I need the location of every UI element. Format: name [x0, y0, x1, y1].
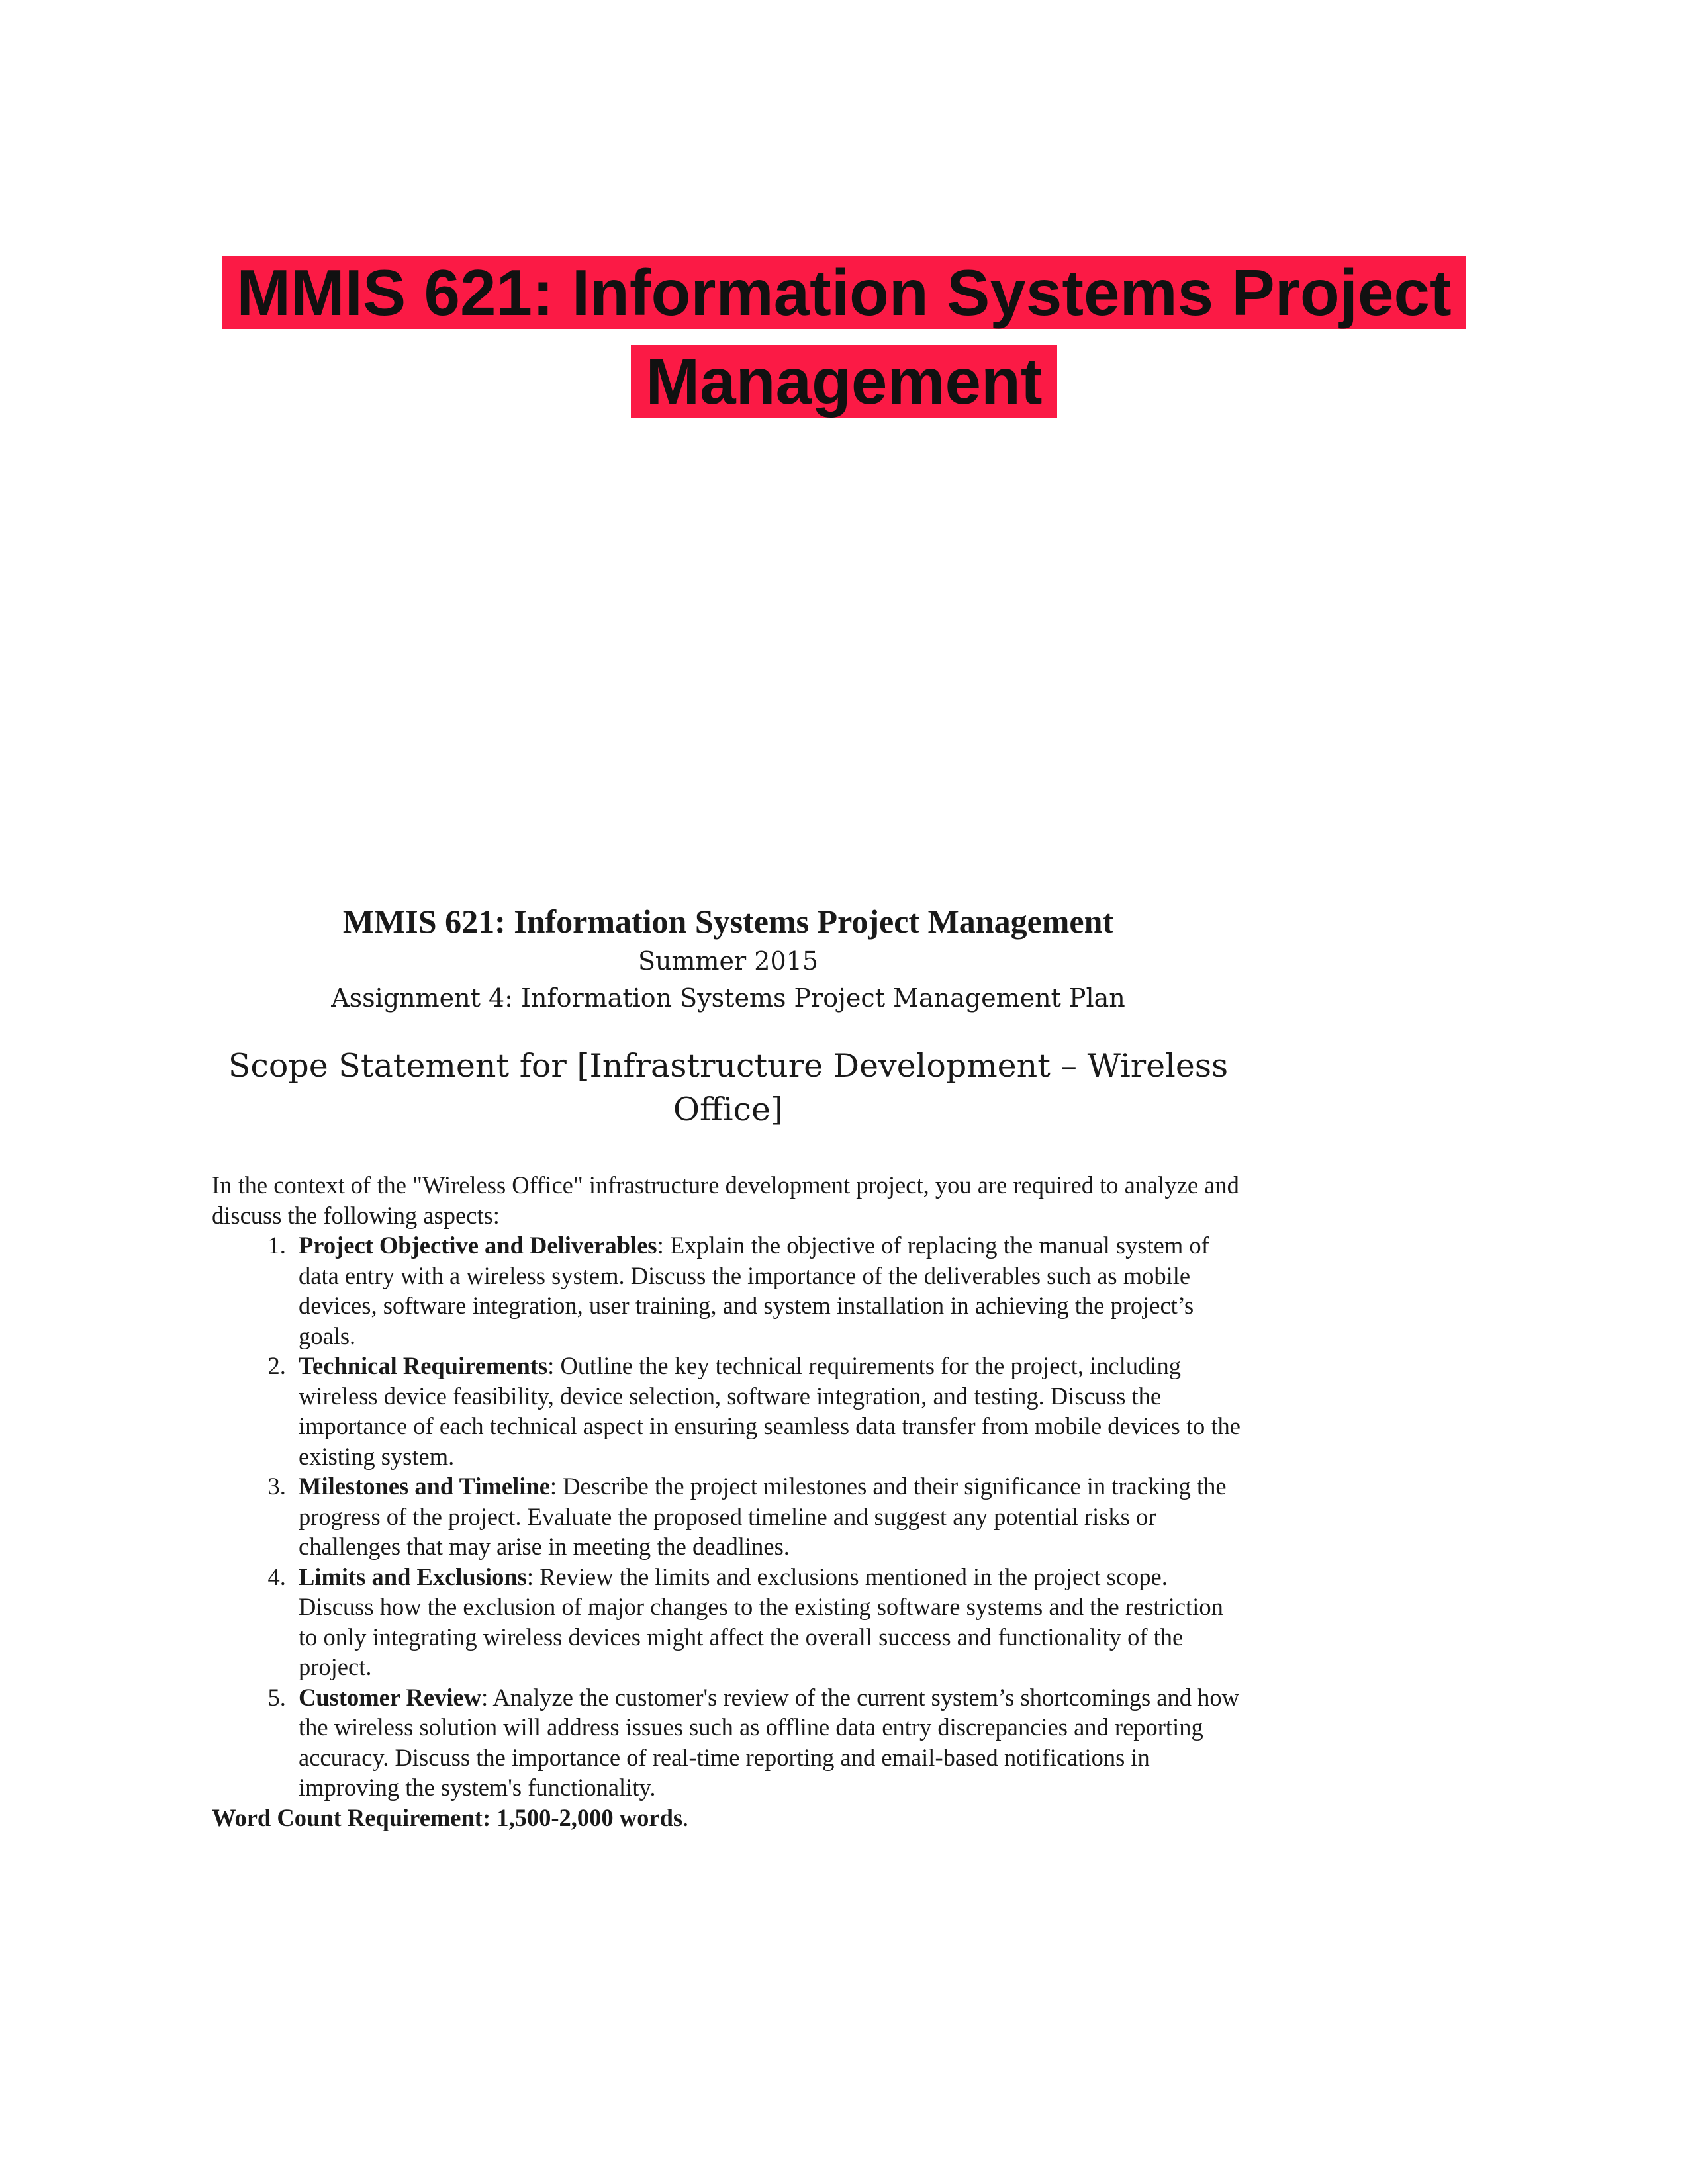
item-text: : Explain the objective of replacing the manual system of data entry with a wireless system. Discuss the importance of the deliverables such as mobile devices, software integration, user training, and system installation in achieving the project’s goals. [299, 1232, 1209, 1349]
word-count-period: . [682, 1803, 689, 1831]
list-item [292, 1351, 1244, 1471]
scope-heading [212, 1044, 1244, 1132]
item-text: : Analyze the customer's review of the current system’s shortcomings and how the wireless solution will address issues such as offline data entry discrepancies and reporting accuracy. Discuss the importance of real-time reporting and email-based notifications in improving the system's functionality. [299, 1683, 1239, 1801]
item-text: : Outline the key technical requirements for the project, including wireless device feasibility, device selection, software integration, and testing. Discuss the importance of each technical aspect in ensuring seamless data transfer from mobile devices to the existing system. [299, 1352, 1241, 1470]
item-term: Limits and Exclusions [299, 1563, 527, 1590]
item-text: : Review the limits and exclusions mentioned in the project scope. Discuss how the exclusion of major changes to the existing software systems and the restriction to only integrating wireless devices might affect the overall success and functionality of the project. [299, 1563, 1223, 1680]
scope-heading-line2: Office] [673, 1091, 784, 1128]
document-body [212, 1170, 1244, 1833]
item-term: Project Objective and Deliverables [299, 1232, 657, 1259]
banner-title-line1: MMIS 621: Information Systems Project [222, 256, 1466, 329]
aspect-list [212, 1230, 1244, 1803]
word-count-requirement [212, 1803, 1244, 1833]
list-item [292, 1562, 1244, 1682]
banner-title-line2: Management [631, 345, 1056, 418]
intro-paragraph: In the context of the "Wireless Office" infrastructure development project, you are required to analyze and discuss the following aspects: [212, 1171, 1239, 1229]
item-text: : Describe the project milestones and their significance in tracking the progress of the project. Evaluate the proposed timeline and suggest any potential risks or challenges that may arise in meeting the deadlines. [299, 1473, 1227, 1560]
banner-title [0, 248, 1688, 426]
item-term: Customer Review [299, 1683, 482, 1711]
list-item [292, 1682, 1244, 1803]
term: Summer 2015 [637, 946, 818, 976]
item-term: Milestones and Timeline [299, 1473, 550, 1500]
list-item [292, 1230, 1244, 1351]
document-image [212, 900, 1244, 1833]
list-item [292, 1471, 1244, 1562]
assignment-title: Assignment 4: Information Systems Project Management Plan [331, 983, 1125, 1013]
item-term: Technical Requirements [299, 1352, 548, 1379]
word-count-label: Word Count Requirement: 1,500-2,000 words [212, 1803, 683, 1831]
scope-heading-line1: Scope Statement for [Infrastructure Development – Wireless [228, 1047, 1229, 1085]
course-title: MMIS 621: Information Systems Project Management [342, 903, 1114, 940]
